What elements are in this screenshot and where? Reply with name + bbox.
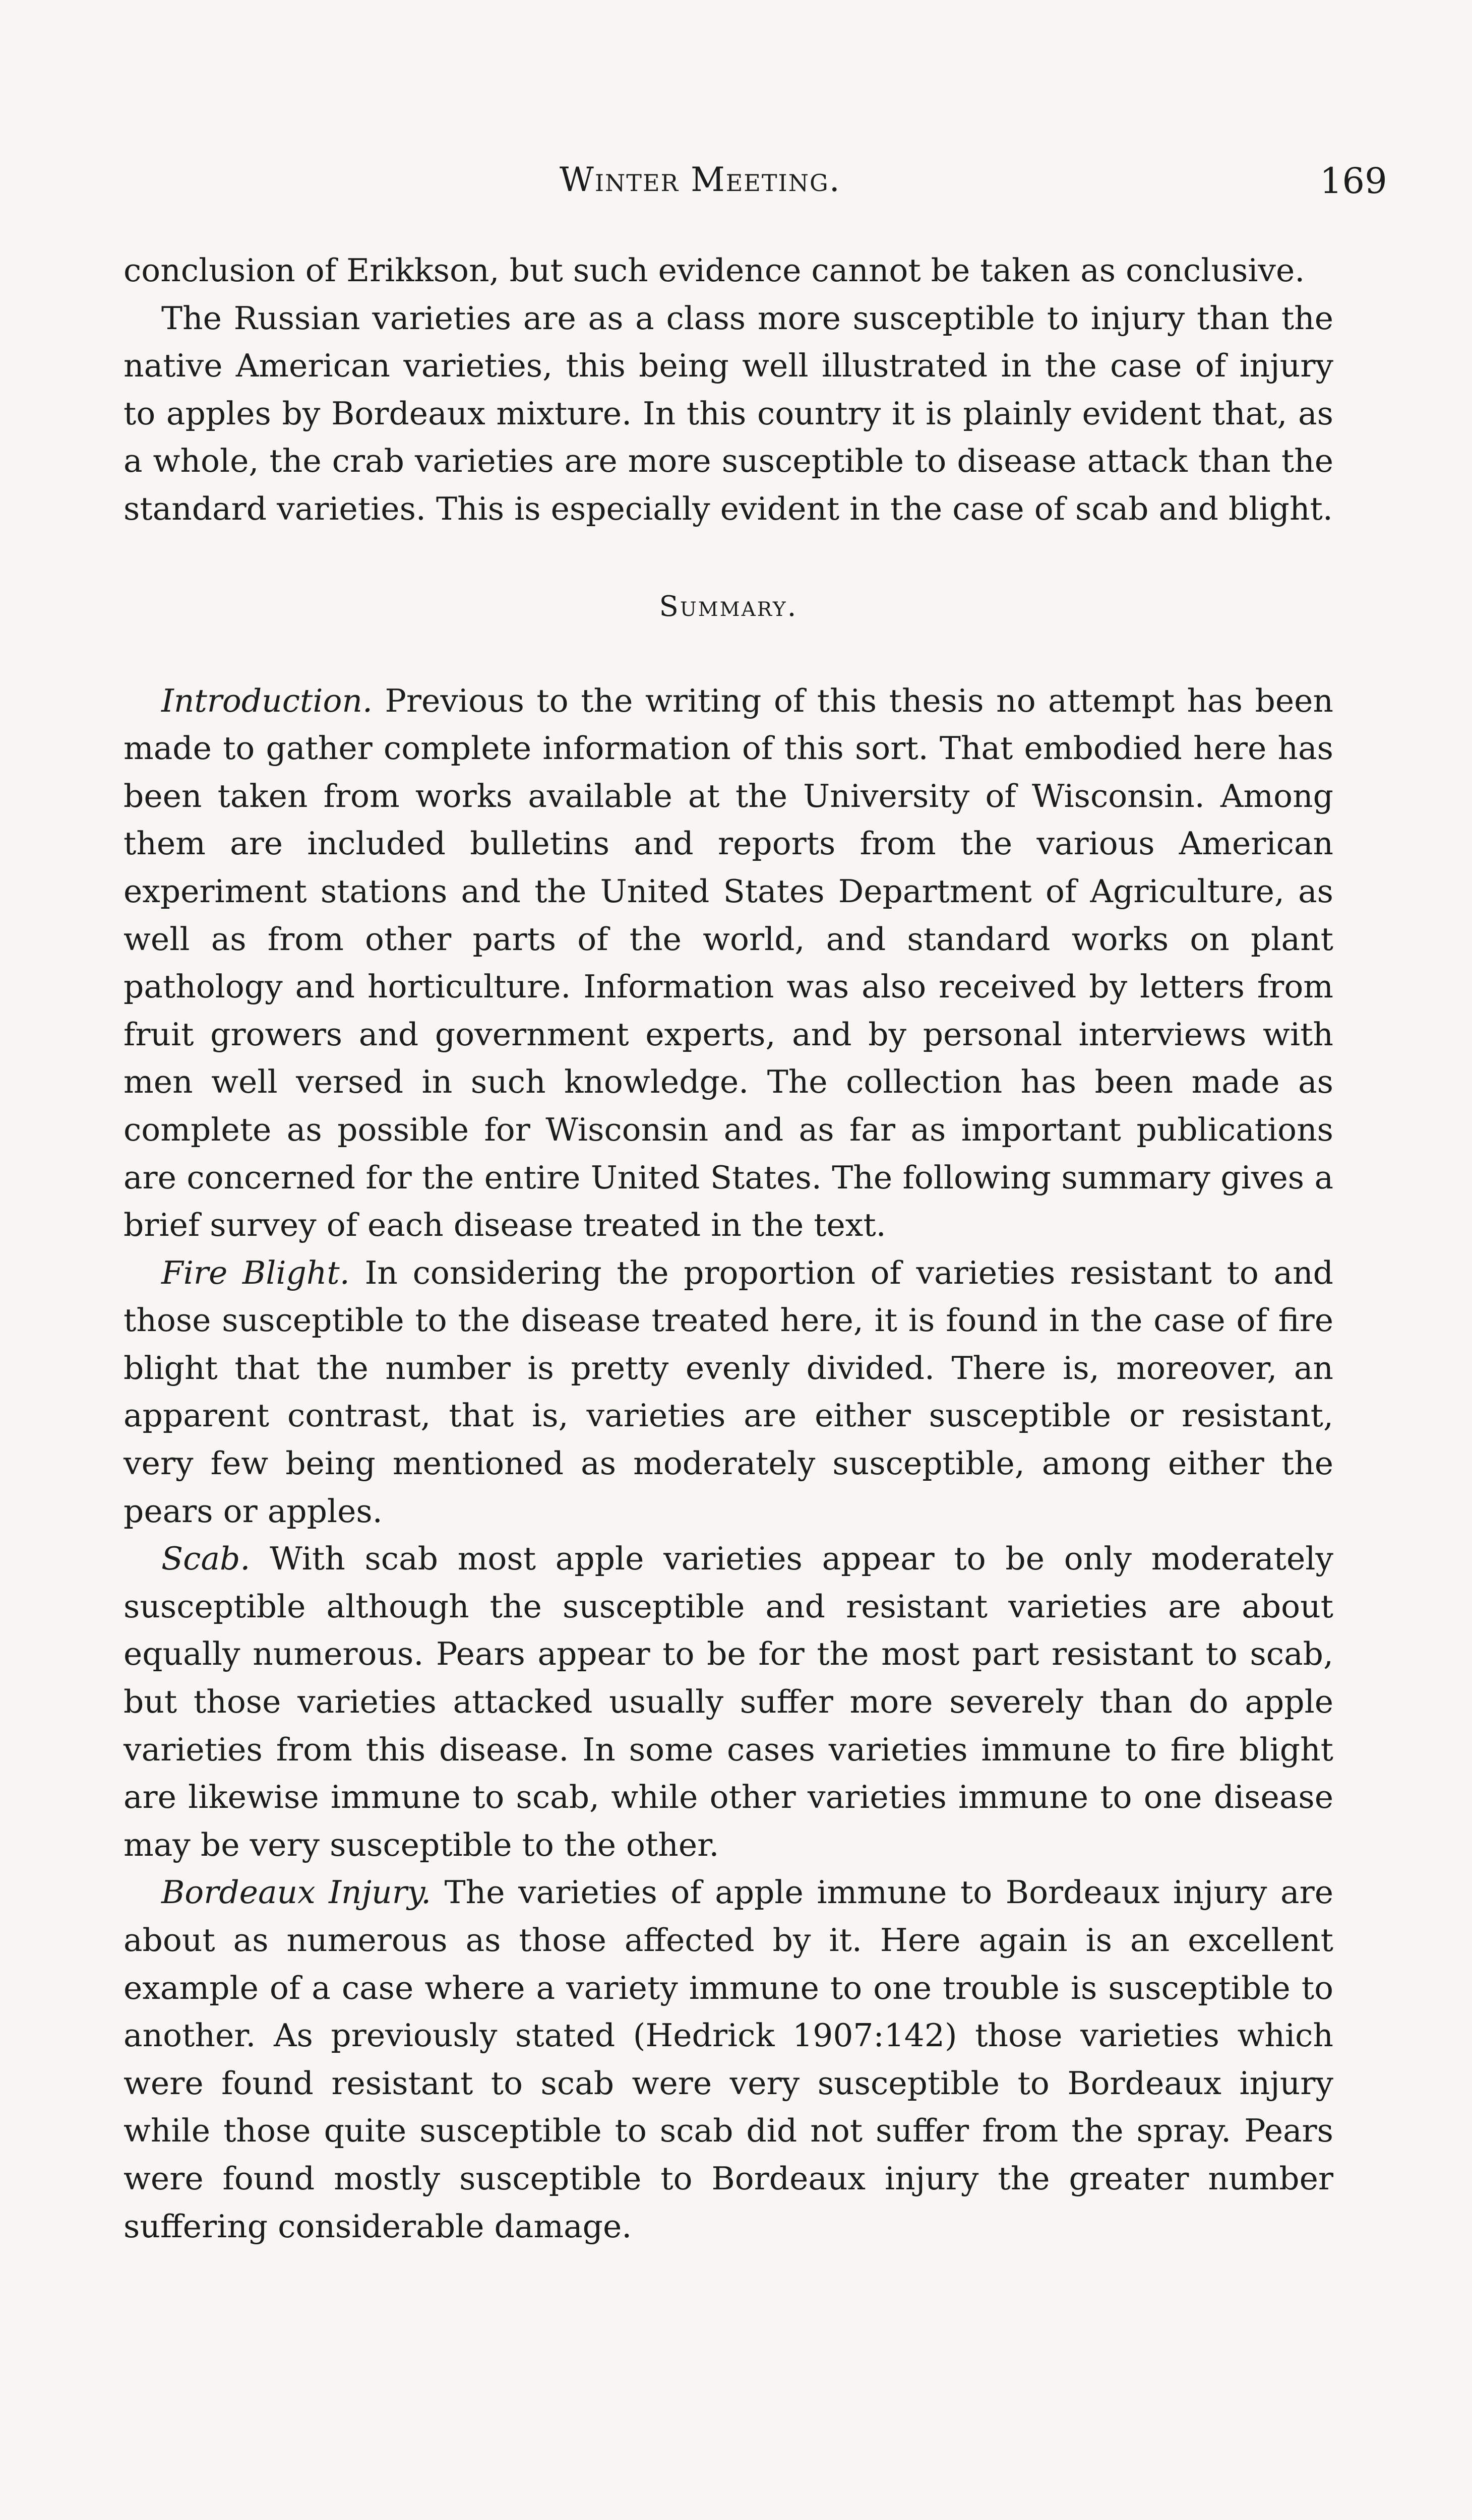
section-lead: Introduction. bbox=[161, 682, 373, 719]
paragraph-russian-varieties bbox=[124, 295, 1333, 533]
paragraph-text: conclusion of Erikkson, but such evidence cannot be taken as conclusive. bbox=[124, 252, 1305, 289]
body-text bbox=[124, 247, 1333, 2250]
section-lead: Bordeaux Injury. bbox=[161, 1874, 432, 1911]
page-number: 169 bbox=[1320, 160, 1387, 202]
section-lead: Fire Blight. bbox=[161, 1254, 350, 1291]
summary-heading: Summary. bbox=[659, 590, 798, 623]
running-title: Winter Meeting. bbox=[560, 160, 841, 199]
paragraph-continuation bbox=[124, 247, 1333, 295]
section-lead: Scab. bbox=[161, 1540, 251, 1578]
section-text: The varieties of apple immune to Bordeaux injury are about as numerous as those affected by it. Here again is an excellent example of a case where a variety immune to one trouble is susceptible to another. As previously stated (Hedrick 1907:142) those varieties which were found resistant to scab were very susceptible to Bordeaux injury while those quite susceptible to scab did not suffer from the spray. Pears were found mostly susceptible to Bordeaux injury the greater number suffering considerable damage. bbox=[124, 1874, 1333, 2245]
summary-introduction bbox=[124, 677, 1333, 1249]
running-head bbox=[0, 160, 1472, 211]
section-text: In considering the proportion of varieties resistant to and those susceptible to the disease treated here, it is found in the case of fire blight that the number is pretty evenly divided. There is, moreover, an apparent contrast, that is, varieties are either susceptible or resistant, very few being mentioned as moderately susceptible, among either the pears or apples. bbox=[124, 1254, 1333, 1530]
summary-bordeaux-injury bbox=[124, 1869, 1333, 2250]
summary-fire-blight bbox=[124, 1249, 1333, 1536]
paragraph-text: The Russian varieties are as a class more susceptible to injury than the native American varieties, this being well illustrated in the case of injury to apples by Bordeaux mixture. In this country it is plainly evident that, as a whole, the crab varieties are more susceptible to disease attack than the standard varieties. This is especially evident in the case of scab and blight. bbox=[124, 299, 1333, 527]
summary-scab bbox=[124, 1535, 1333, 1869]
section-text: Previous to the writing of this thesis no attempt has been made to gather complete information of this sort. That embodied here has been taken from works available at the University of Wisconsin. Among them are included bulletins and reports from the various American experiment stations and the United States Department of Agriculture, as well as from other parts of the world, and standard works on plant pathology and horticulture. Information was also received by letters from fruit growers and government experts, and by personal interviews with men well versed in such knowledge. The collection has been made as complete as possible for Wisconsin and as far as important publications are concerned for the entire United States. The following summary gives a brief survey of each disease treated in the text. bbox=[124, 682, 1333, 1244]
section-text: With scab most apple varieties appear to be only moderately susceptible although the susceptible and resistant varieties are about equally numerous. Pears appear to be for the most part resistant to scab, but those varieties attacked usually suffer more severely than do apple varieties from this disease. In some cases varieties immune to fire blight are likewise immune to scab, while other varieties immune to one disease may be very susceptible to the other. bbox=[124, 1540, 1333, 1863]
